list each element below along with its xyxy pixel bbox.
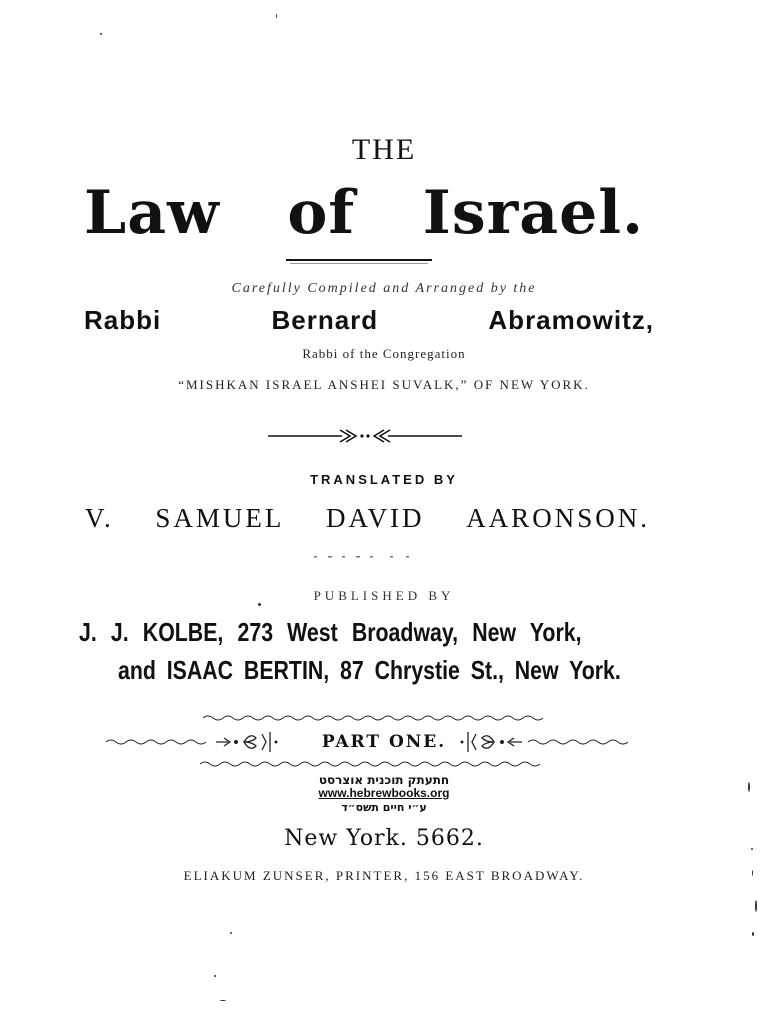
- translator-word: DAVID: [326, 503, 425, 533]
- title-rule: [286, 259, 432, 261]
- digitizer-stamp-url: www.hebrewbooks.org: [318, 786, 450, 800]
- wavy-rule-bottom: [200, 760, 540, 768]
- publisher-line-2: and ISAAC BERTIN, 87 Chrystie St., New York.: [118, 655, 621, 685]
- author-role: Rabbi of the Congregation: [302, 346, 466, 361]
- translator-word: AARONSON.: [466, 503, 650, 533]
- author-word: Rabbi: [84, 305, 162, 335]
- ink-speck: [214, 975, 216, 977]
- place-and-year: New York. 5662.: [284, 826, 484, 851]
- title-word: Law: [84, 178, 220, 248]
- author-word: Bernard: [271, 305, 379, 335]
- ink-speck: [276, 14, 277, 18]
- ink-speck: [751, 848, 753, 850]
- translator-word: V.: [85, 503, 114, 533]
- author-word: Abramowitz,: [488, 305, 654, 335]
- ink-speck: [100, 33, 102, 35]
- wavy-rule-right: [528, 738, 628, 746]
- title-article: THE: [351, 133, 417, 166]
- translated-by-label: TRANSLATED BY: [310, 472, 458, 487]
- fleuron-right-icon: [454, 730, 524, 754]
- published-by-label: PUBLISHED BY: [313, 588, 455, 603]
- book-title: [84, 178, 644, 248]
- author-name: [84, 305, 654, 336]
- ink-speck: [220, 1000, 226, 1001]
- ink-speck: [752, 932, 754, 936]
- compiled-by-line: Carefully Compiled and Arranged by the: [231, 281, 537, 296]
- congregation-name: “MISHKAN ISRAEL ANSHEI SUVALK,” OF NEW YORK.: [178, 377, 590, 392]
- divider-ornament: [268, 426, 462, 446]
- part-label: PART ONE.: [321, 732, 447, 752]
- translator-name: [85, 503, 650, 534]
- ink-speck: [230, 932, 232, 934]
- title-word: Israel.: [422, 178, 644, 248]
- ink-speck: [755, 900, 757, 912]
- digitizer-stamp-hebrew: חתעתק תוכנית אוצרסט: [318, 773, 450, 787]
- printer-imprint: ELIAKUM ZUNSER, PRINTER, 156 EAST BROADWAY.: [183, 868, 585, 883]
- ink-speck: [752, 870, 753, 876]
- dotted-divider: [314, 554, 410, 560]
- translator-word: SAMUEL: [155, 503, 285, 533]
- ink-speck: [748, 782, 750, 792]
- wavy-rule-top: [203, 714, 543, 722]
- publisher-line-1: J. J. KOLBE, 273 West Broadway, New York,: [79, 617, 582, 647]
- title-rule-thin: [290, 263, 428, 264]
- ink-speck: [258, 603, 261, 606]
- title-word: of: [287, 178, 356, 248]
- digitizer-stamp-credit: ע״י חיים תשס״ד: [341, 801, 427, 814]
